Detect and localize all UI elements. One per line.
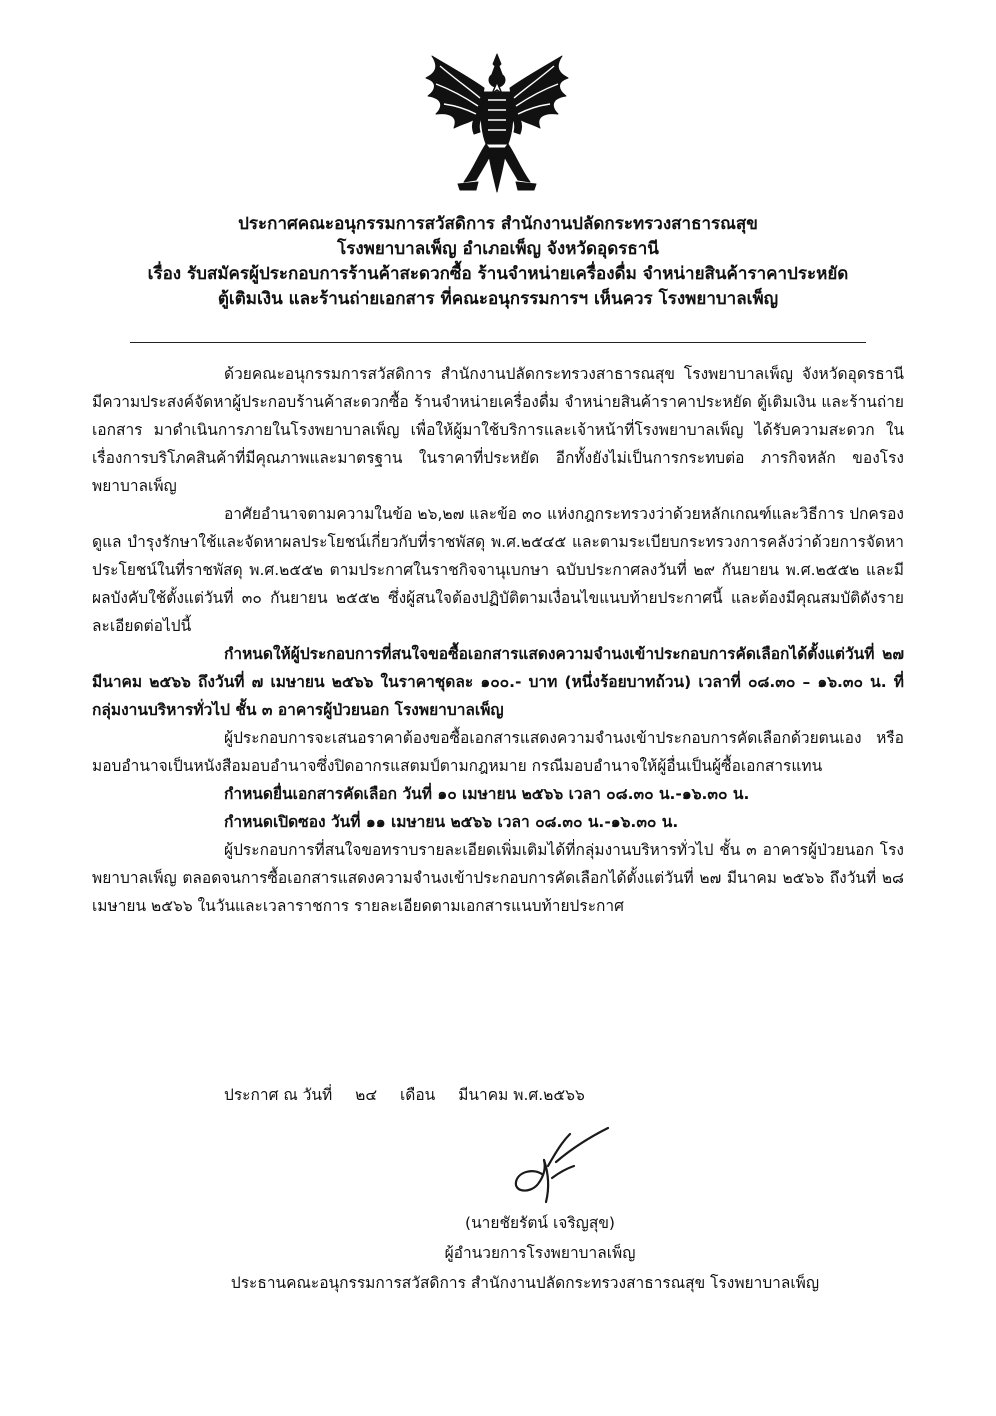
signer-block bbox=[230, 1208, 840, 1298]
document-body bbox=[92, 360, 904, 920]
header-subject-cont: ตู้เติมเงิน และร้านถ่ายเอกสาร ที่คณะอนุกรรมการฯ เห็นควร โรงพยาบาลเพ็ญ bbox=[217, 289, 779, 309]
signer-position: ผู้อำนวยการโรงพยาบาลเพ็ญ bbox=[444, 1244, 636, 1262]
paragraph-authority: อาศัยอำนาจตามความในข้อ ๒๖,๒๗ และข้อ ๓๐ แห่งกฎกระทรวงว่าด้วยหลักเกณฑ์และวิธีการ ปกครองดูแล บำรุงรักษาใช้และจัดหาผลประโยชน์เกี่ยวกับที่ราชพัสดุ พ.ศ.๒๕๔๕ และตามระเบียบกระทรวงการคลังว่าด้วยการจัดหาประโยชน์ในที่ราชพัสดุ พ.ศ.๒๕๕๒ ตามประกาศในราชกิจจานุเบกษา ฉบับประกาศลงวันที่ ๒๙ กันยายน พ.ศ.๒๕๕๒ และมีผลบังคับใช้ตั้งแต่วันที่ ๓๐ กันยายน ๒๕๕๒ ซึ่งผู้สนใจต้องปฏิบัติตามเงื่อนไขแนบท้ายประกาศนี้ และต้องมีคุณสมบัติดังรายละเอียดต่อไปนี้ bbox=[92, 505, 904, 635]
paragraph-intro: ด้วยคณะอนุกรรมการสวัสดิการ สำนักงานปลัดกระทรวงสาธารณสุข โรงพยาบาลเพ็ญ จังหวัดอุดรธานี มีความประสงค์จัดหาผู้ประกอบร้านค้าสะดวกซื้อ ร้านจำหน่ายเครื่องดื่ม จำหน่ายสินค้าราคาประหยัด ตู้เติมเงิน และร้านถ่ายเอกสาร มาดำเนินการภายในโรงพยาบาลเพ็ญ เพื่อให้ผู้มาใช้บริการและเจ้าหน้าที่โรงพยาบาลเพ็ญ ได้รับความสะดวก ในเรื่องการบริโภคสินค้าที่มีคุณภาพและมาตรฐาน ในราคาที่ประหยัด อีกทั้งยังไม่เป็นการกระทบต่อ ภารกิจหลัก ของโรงพยาบาลเพ็ญ bbox=[92, 365, 904, 495]
announcement-date bbox=[224, 1082, 603, 1107]
signer-name: (นายชัยรัตน์ เจริญสุข) bbox=[465, 1214, 615, 1232]
header-hospital: โรงพยาบาลเพ็ญ อำเภอเพ็ญ จังหวัดอุดรธานี bbox=[337, 239, 659, 259]
announce-month-label: เดือน bbox=[400, 1086, 436, 1104]
paragraph-proxy: ผู้ประกอบการจะเสนอราคาต้องขอซื้อเอกสารแสดงความจำนงเข้าประกอบการคัดเลือกด้วยตนเอง หรือมอบอำนาจเป็นหนังสือมอบอำนาจซึ่งปิดอากรแสตมป์ตามกฎหมาย กรณีมอบอำนาจให้ผู้อื่นเป็นผู้ซื้อเอกสารแทน bbox=[92, 729, 904, 775]
document-header bbox=[80, 212, 916, 312]
announce-month-year: มีนาคม พ.ศ.๒๕๖๖ bbox=[458, 1086, 585, 1104]
header-title: ประกาศคณะอนุกรรมการสวัสดิการ สำนักงานปลัดกระทรวงสาธารณสุข bbox=[238, 214, 758, 234]
announce-day: ๒๔ bbox=[355, 1086, 378, 1104]
signer-role: ประธานคณะอนุกรรมการสวัสดิการ สำนักงานปลัดกระทรวงสาธารณสุข โรงพยาบาลเพ็ญ bbox=[230, 1274, 820, 1292]
header-subject: เรื่อง รับสมัครผู้ประกอบการร้านค้าสะดวกซื้อ ร้านจำหน่ายเครื่องดื่ม จำหน่ายสินค้าราคาประหยัด bbox=[147, 264, 849, 284]
garuda-emblem-icon bbox=[418, 48, 576, 198]
paragraph-submission-date: กำหนดยื่นเอกสารคัดเลือก วันที่ ๑๐ เมษายน ๒๕๖๖ เวลา ๐๘.๓๐ น.-๑๖.๓๐ น. bbox=[224, 785, 750, 803]
paragraph-purchase-period: กำหนดให้ผู้ประกอบการที่สนใจขอซื้อเอกสารแสดงความจำนงเข้าประกอบการคัดเลือกได้ตั้งแต่วันที่ ๒๗ มีนาคม ๒๕๖๖ ถึงวันที่ ๗ เมษายน ๒๕๖๖ ในราคาชุดละ ๑๐๐.- บาท (หนึ่งร้อยบาทถ้วน) เวลาที่ ๐๘.๓๐ – ๑๖.๓๐ น. ที่กลุ่มงานบริหารทั่วไป ชั้น ๓ อาคารผู้ป่วยนอก โรงพยาบาลเพ็ญ bbox=[92, 645, 904, 719]
announce-prefix: ประกาศ ณ วันที่ bbox=[224, 1086, 333, 1104]
paragraph-opening-date: กำหนดเปิดซอง วันที่ ๑๑ เมษายน ๒๕๖๖ เวลา ๐๘.๓๐ น.-๑๖.๓๐ น. bbox=[224, 813, 679, 831]
handwritten-signature bbox=[496, 1122, 666, 1208]
header-divider bbox=[130, 342, 866, 343]
paragraph-more-info: ผู้ประกอบการที่สนใจขอทราบรายละเอียดเพิ่มเติมได้ที่กลุ่มงานบริหารทั่วไป ชั้น ๓ อาคารผู้ป่วยนอก โรงพยาบาลเพ็ญ ตลอดจนการซื้อเอกสารแสดงความจำนงเข้าประกอบการคัดเลือกได้ตั้งแต่วันที่ ๒๗ มีนาคม ๒๕๖๖ ถึงวันที่ ๒๘ เมษายน ๒๕๖๖ ในวันและเวลาราชการ รายละเอียดตามเอกสารแนบท้ายประกาศ bbox=[92, 841, 904, 915]
